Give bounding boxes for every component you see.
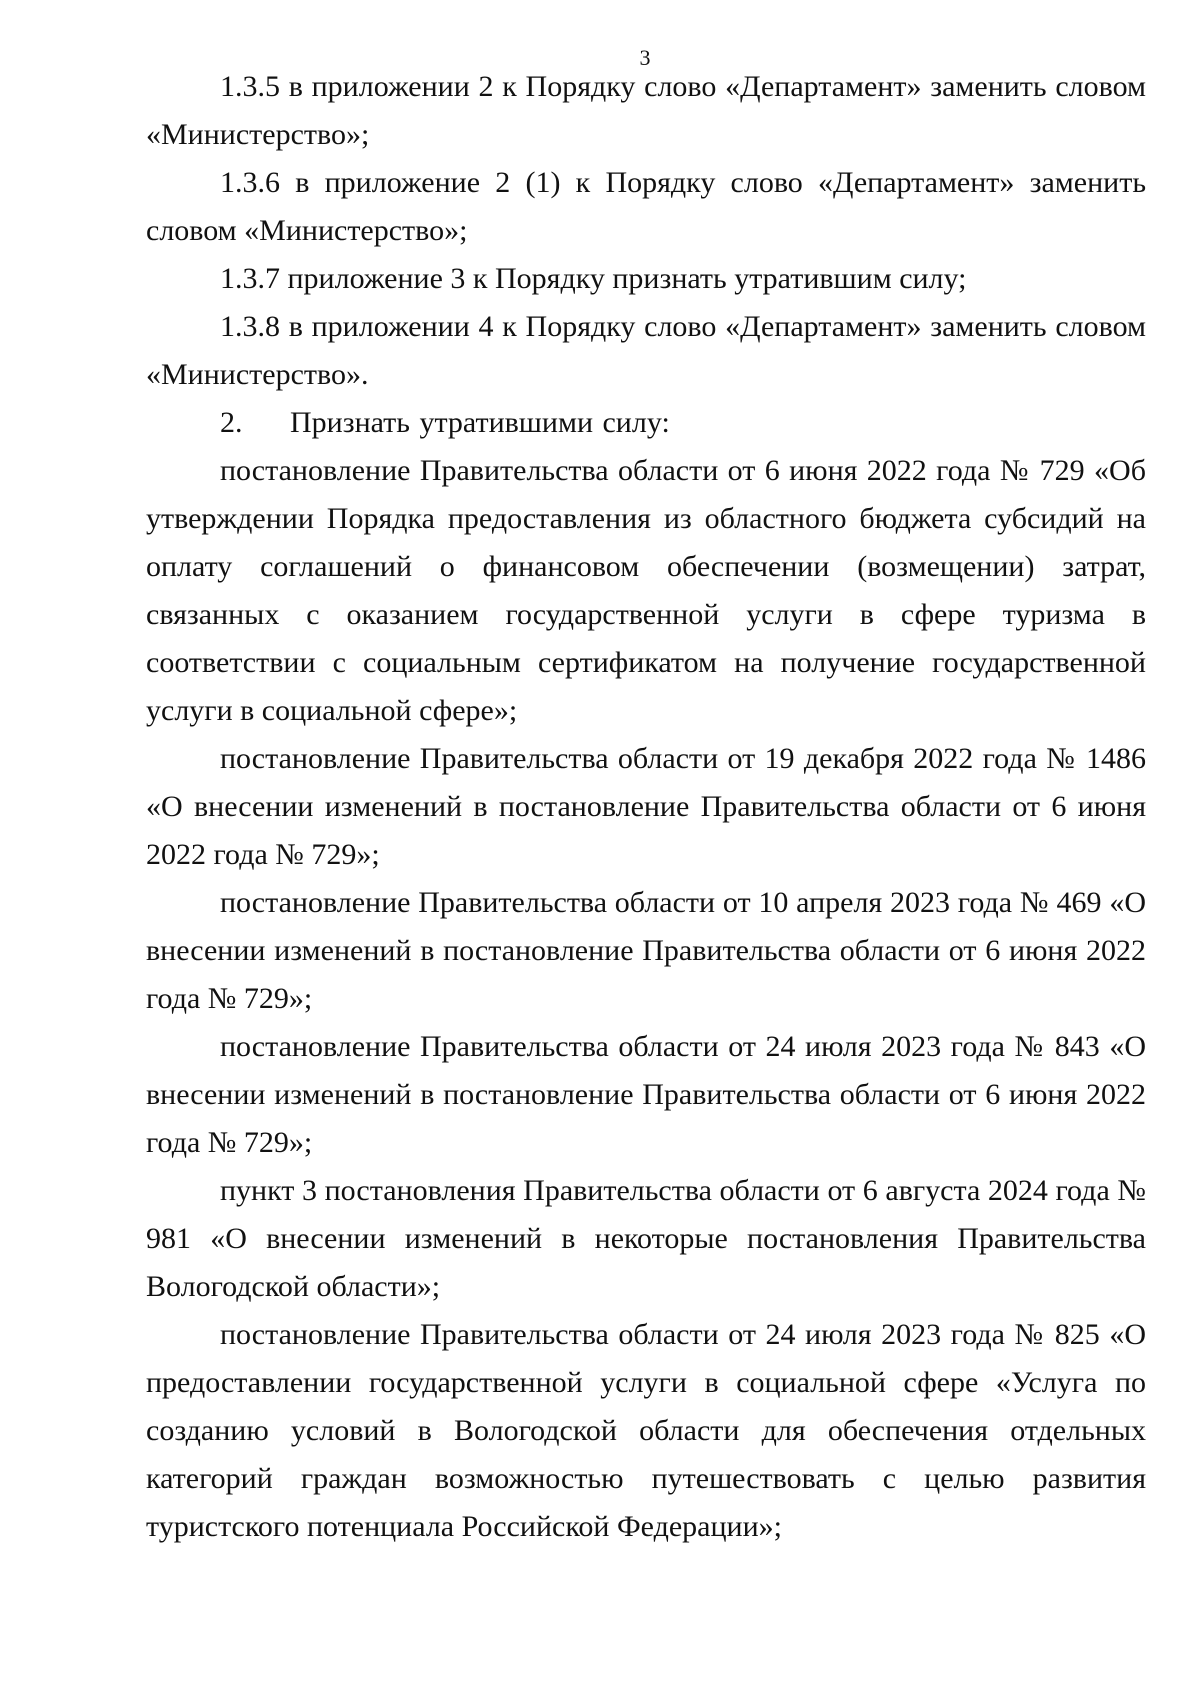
paragraph-1-3-5: 1.3.5 в приложении 2 к Порядку слово «Департамент» заменить словом «Министерство»; <box>146 70 1146 151</box>
paragraph-1-3-6: 1.3.6 в приложение 2 (1) к Порядку слово «Департамент» заменить словом «Министерство»; <box>146 166 1146 247</box>
repealed-act-1486: постановление Правительства области от 19 декабря 2022 года № 1486 «О внесении изменений в постановление Правительства области от 6 июня 2022 года № 729»; <box>146 742 1146 871</box>
repealed-act-981-item-3: пункт 3 постановления Правительства области от 6 августа 2024 года № 981 «О внесении изменений в некоторые постановления Правительства Вологодской области»; <box>146 1174 1146 1303</box>
paragraph-1-3-8: 1.3.8 в приложении 4 к Порядку слово «Департамент» заменить словом «Министерство». <box>146 310 1146 391</box>
item-heading-text: Признать утратившими силу: <box>290 406 670 439</box>
page-number: 3 <box>639 45 651 70</box>
repealed-act-729: постановление Правительства области от 6 июня 2022 года № 729 «Об утверждении Порядка предоставления из областного бюджета субсидий на оплату соглашений о финансовом обеспечении (возмещении) затрат, связанных с оказанием государственной услуги в сфере туризма в соответствии с социальным сертификатом на получение государственной услуги в социальной сфере»; <box>146 454 1146 727</box>
paragraph-1-3-7: 1.3.7 приложение 3 к Порядку признать утратившим силу; <box>220 262 967 295</box>
item-number: 2. <box>220 406 243 439</box>
paragraph-2-heading <box>146 399 1146 447</box>
document-body <box>146 63 1146 1551</box>
repealed-act-825: постановление Правительства области от 24 июля 2023 года № 825 «О предоставлении государственной услуги в социальной сфере «Услуга по созданию условий в Вологодской области для обеспечения отдельных категорий граждан возможностью путешествовать с целью развития туристского потенциала Российской Федерации»; <box>146 1318 1146 1543</box>
repealed-act-843: постановление Правительства области от 24 июля 2023 года № 843 «О внесении изменений в постановление Правительства области от 6 июня 2022 года № 729»; <box>146 1030 1146 1159</box>
repealed-act-469: постановление Правительства области от 10 апреля 2023 года № 469 «О внесении изменений в постановление Правительства области от 6 июня 2022 года № 729»; <box>146 886 1146 1015</box>
